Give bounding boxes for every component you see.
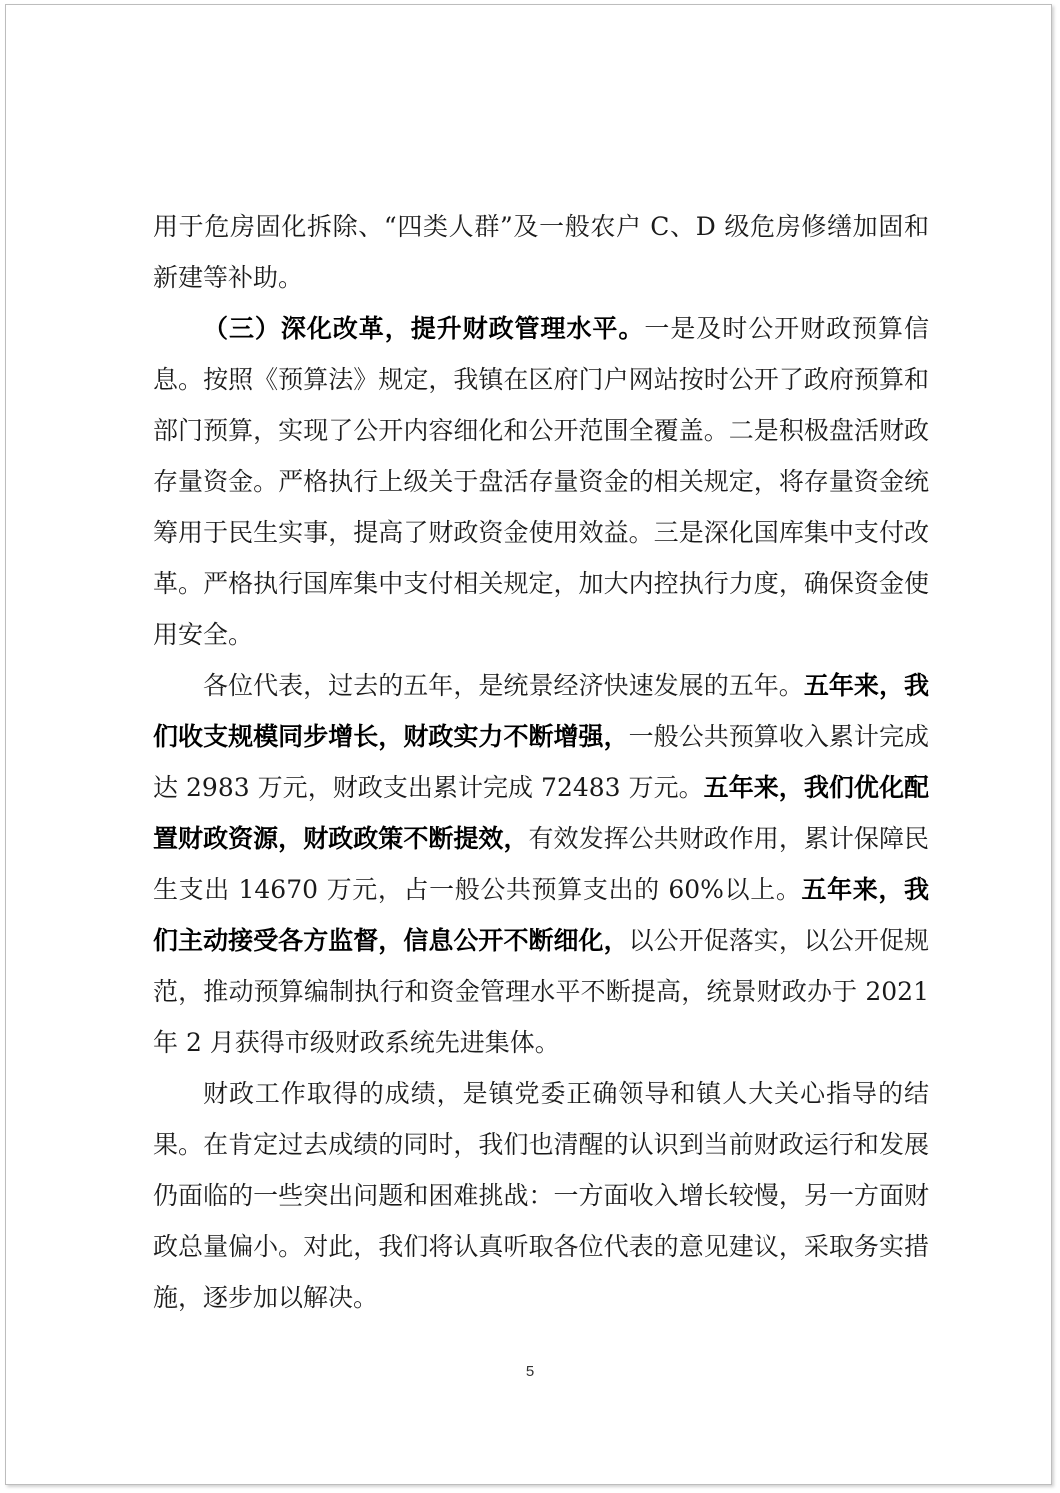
paragraph-text: 各位代表，过去的五年，是统景经济快速发展的五年。 (203, 671, 804, 700)
document-page (5, 4, 1052, 1485)
paragraph-text: 财政工作取得的成绩，是镇党委正确领导和镇人大关心指导的结果。在肯定过去成绩的同时，我们也清醒的认识到当前财政运行和发展仍面临的一些突出问题和困难挑战：一方面收入增长较慢，另一方面财政总量偏小。对此，我们将认真听取各位代表的意见建议，采取务实措施，逐步加以解决。 (153, 1079, 929, 1312)
highlight-text: 五年来，我们收支规模同步增长，财政实力不断增强， (153, 671, 929, 751)
paragraph-text: 以公开促落实，以公开促规范，推动预算编制执行和资金管理水平不断提高，统景财政办于 2021 年 2 月获得市级财政系统先进集体。 (153, 926, 929, 1057)
paragraph-text: 用于危房固化拆除、“四类人群”及一般农户 C、D 级危房修缮加固和新建等补助。 (153, 212, 929, 292)
section-heading: （三）深化改革，提升财政管理水平。 (203, 314, 645, 343)
paragraph-five-years (153, 660, 929, 1068)
paragraph-housing-subsidy (153, 201, 929, 303)
highlight-text: 五年来，我们主动接受各方监督，信息公开不断细化， (153, 875, 929, 955)
paragraph-deepen-reform (153, 303, 929, 660)
paragraph-achievements (153, 1068, 929, 1323)
paragraph-text: 有效发挥公共财政作用，累计保障民生支出 14670 万元，占一般公共预算支出的 60%以上。 (153, 824, 929, 904)
paragraph-text: 一般公共预算收入累计完成达 2983 万元，财政支出累计完成 72483 万元。 (153, 722, 929, 802)
page-number: 5 (525, 1363, 535, 1380)
body-text (153, 201, 929, 1323)
highlight-text: 五年来，我们优化配置财政资源，财政政策不断提效， (153, 773, 929, 853)
paragraph-text: 一是及时公开财政预算信息。按照《预算法》规定，我镇在区府门户网站按时公开了政府预算和部门预算，实现了公开内容细化和公开范围全覆盖。二是积极盘活财政存量资金。严格执行上级关于盘活存量资金的相关规定，将存量资金统筹用于民生实事，提高了财政资金使用效益。三是深化国库集中支付改革。严格执行国库集中支付相关规定，加大内控执行力度，确保资金使用安全。 (153, 314, 929, 649)
